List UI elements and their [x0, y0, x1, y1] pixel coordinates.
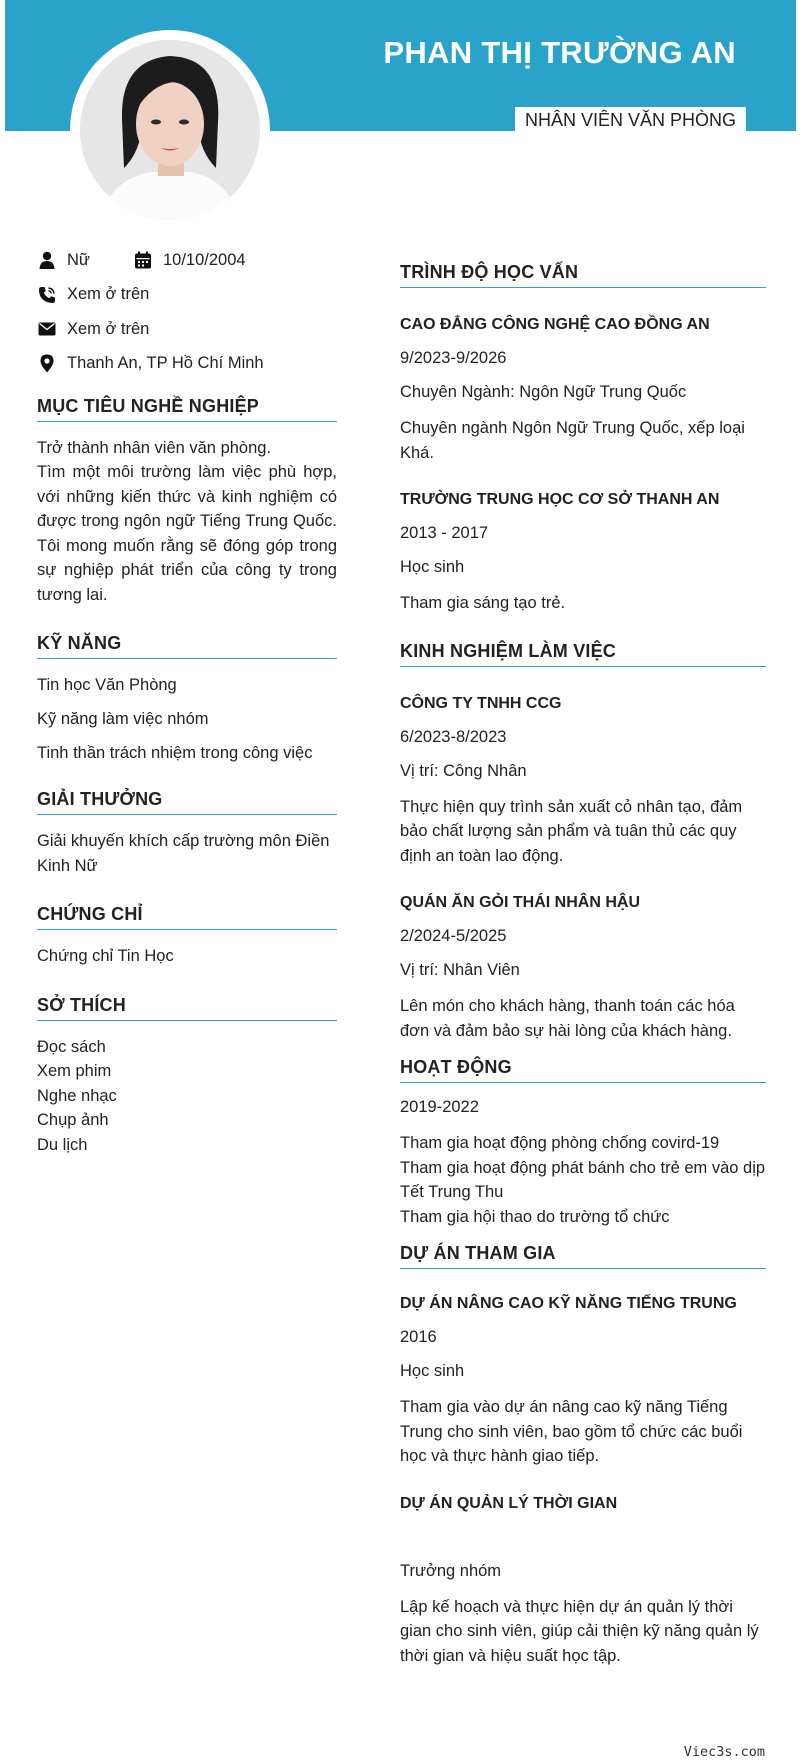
education-major: Chuyên Ngành: Ngôn Ngữ Trung Quốc	[400, 383, 687, 401]
hobby-item: Nghe nhạc	[37, 1086, 117, 1105]
education-role: Học sinh	[400, 558, 465, 576]
hobby-item: Chụp ảnh	[37, 1111, 109, 1129]
project-period: 2016	[400, 1328, 437, 1346]
objective-line1: Trở thành nhân viên văn phòng.	[37, 438, 272, 457]
projects-title: DỰ ÁN THAM GIA	[400, 1243, 766, 1269]
experience-company: QUÁN ĂN GỎI THÁI NHÂN HẬU	[400, 894, 640, 911]
project-desc: Lập kế hoạch và thực hiện dự án quản lý thời gian cho sinh viên, giúp cải thiện kỹ năng quản lý thời gian và hiệu suất học tập.	[400, 1597, 759, 1665]
activity-item: Tham gia hoạt động phòng chống covird-19	[400, 1134, 720, 1152]
experience-desc: Thực hiện quy trình sản xuất cỏ nhân tạo, đảm bảo chất lượng sản phẩm và tuân thủ các quy định an toàn lao động.	[400, 797, 743, 865]
activities-title: HOẠT ĐỘNG	[400, 1057, 766, 1083]
avatar-frame	[70, 30, 270, 230]
calendar-icon	[133, 250, 153, 270]
experience-position: Vị trí: Công Nhân	[400, 761, 527, 780]
location-icon	[37, 354, 57, 374]
education-school: CAO ĐẲNG CÔNG NGHỆ CAO ĐỒNG AN	[400, 316, 710, 333]
address-row	[37, 354, 337, 374]
project-desc: Tham gia vào dự án nâng cao kỹ năng Tiếng Trung cho sinh viên, bao gồm tổ chức các buổi học và thực hành giao tiếp.	[400, 1398, 743, 1465]
certificate-text: Chứng chỉ Tin Học	[37, 947, 174, 965]
experience-period: 2/2024-5/2025	[400, 927, 507, 945]
email-row	[37, 319, 337, 339]
email-value: Xem ở trên	[67, 319, 150, 338]
project-role: Học sinh	[400, 1362, 465, 1380]
skill-item: Tinh thần trách nhiệm trong công việc	[37, 744, 313, 762]
objective-title: MỤC TIÊU NGHỀ NGHIỆP	[37, 396, 337, 422]
job-title: NHÂN VIÊN VĂN PHÒNG	[515, 107, 746, 132]
education-desc: Tham gia sáng tạo trẻ.	[400, 594, 566, 612]
project-role: Trưởng nhóm	[400, 1561, 502, 1580]
activity-item: Tham gia hội thao do trường tổ chức	[400, 1207, 670, 1226]
hobby-item: Du lịch	[37, 1135, 88, 1154]
hobby-item: Xem phim	[37, 1062, 112, 1080]
candidate-name: PHAN THỊ TRƯỜNG AN	[383, 35, 736, 70]
hobbies-title: SỞ THÍCH	[37, 995, 337, 1021]
skill-item: Tin học Văn Phòng	[37, 676, 177, 694]
experience-desc: Lên món cho khách hàng, thanh toán các hóa đơn và đảm bảo sự hài lòng của khách hàng.	[400, 997, 735, 1040]
education-title: TRÌNH ĐỘ HỌC VẤN	[400, 262, 766, 288]
objective-text: Tìm một môi trường làm việc phù hợp, với những kiến thức và kinh nghiệm có được trong ngôn ngữ Tiếng Trung Quốc. Tôi mong muốn rằng sẽ đóng góp trong sự nghiệp phát triển của công ty trong tương lai.	[37, 463, 337, 604]
project-period	[400, 1527, 766, 1547]
experience-position: Vị trí: Nhân Viên	[400, 961, 520, 979]
right-column	[400, 262, 766, 1668]
hobby-item: Đọc sách	[37, 1037, 106, 1056]
award-text: Giải khuyến khích cấp trường môn Điền Kinh Nữ	[37, 832, 330, 875]
certificates-title: CHỨNG CHỈ	[37, 904, 337, 930]
education-period: 2013 - 2017	[400, 524, 489, 542]
birthdate-value: 10/10/2004	[162, 250, 246, 269]
phone-value: Xem ở trên	[67, 285, 150, 303]
project-name: DỰ ÁN QUẢN LÝ THỜI GIAN	[400, 1494, 618, 1512]
gender-value: Nữ	[67, 250, 90, 269]
watermark: Viec3s.com	[683, 1744, 765, 1760]
phone-row	[37, 285, 337, 305]
skills-title: KỸ NĂNG	[37, 633, 337, 659]
skill-item: Kỹ năng làm việc nhóm	[37, 710, 209, 728]
awards-title: GIẢI THƯỞNG	[37, 789, 337, 815]
left-column	[37, 250, 337, 1157]
avatar	[80, 40, 260, 220]
education-desc: Chuyên ngành Ngôn Ngữ Trung Quốc, xếp loại Khá.	[400, 419, 745, 462]
activity-item: Tham gia hoạt động phát bánh cho trẻ em vào dịp Tết Trung Thu	[400, 1158, 766, 1201]
email-icon	[37, 319, 57, 339]
education-school: TRƯỜNG TRUNG HỌC CƠ SỞ THANH AN	[400, 491, 720, 508]
activities-period: 2019-2022	[400, 1098, 479, 1116]
education-period: 9/2023-9/2026	[400, 349, 507, 367]
project-name: DỰ ÁN NÂNG CAO KỸ NĂNG TIẾNG TRUNG	[400, 1295, 737, 1312]
address-value: Thanh An, TP Hồ Chí Minh	[67, 354, 264, 372]
experience-period: 6/2023-8/2023	[400, 727, 507, 746]
gender-birth-row	[37, 250, 337, 270]
experience-title: KINH NGHIỆM LÀM VIỆC	[400, 641, 766, 667]
user-icon	[37, 250, 57, 270]
phone-icon	[37, 285, 57, 305]
experience-company: CÔNG TY TNHH CCG	[400, 694, 562, 712]
